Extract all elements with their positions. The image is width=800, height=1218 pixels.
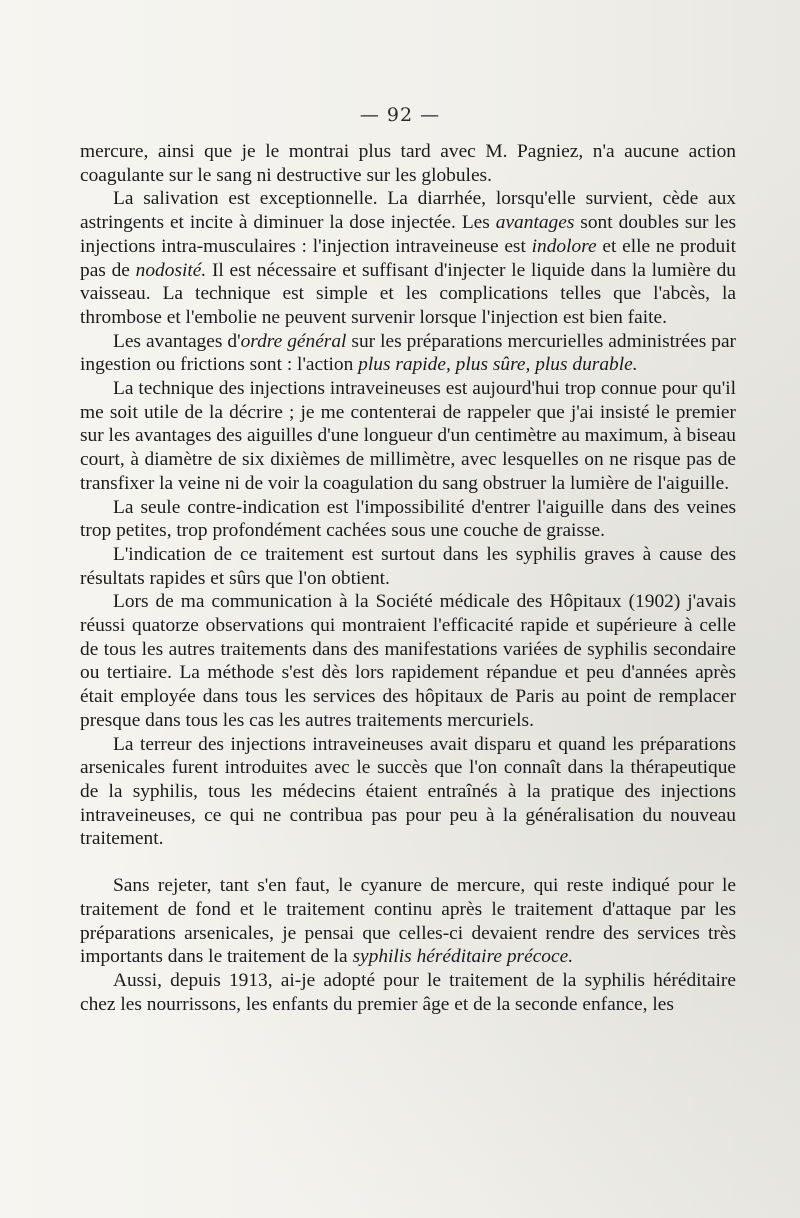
text-run: et elle ne produit pas de [80, 235, 737, 281]
italic-text: ordre général [240, 330, 347, 352]
paragraph [80, 140, 736, 187]
body-text [80, 140, 736, 1016]
text-run: L'indication de ce traitement est surtout dans les syphilis graves à cause des résultats rapides et sûrs que l'on obtient. [80, 543, 736, 589]
text-run: La salivation est exceptionnelle. La diarrhée, lorsqu'elle survient, cède aux astringents et incite à diminuer la dose injectée. Les [80, 188, 736, 234]
paragraph [80, 733, 736, 852]
text-run: Lors de ma communication à la Société médicale des Hôpitaux (1902) j'avais réussi quatorze observations qui montraient l'efficacité rapide et supérieure à celle de tous les autres traitements dans des manifestations variées de syphilis secondaire ou tertiaire. La méthode s'est dès lors rapidement répandue et peu d'années après était employée dans tous les services des hôpitaux de Paris au point de remplacer presque dans tous les cas les autres traitements mercuriels. [80, 591, 736, 731]
paragraph [80, 543, 736, 590]
text-run: sont doubles sur les injections intra-musculaires : l'injection intraveineuse est [80, 212, 736, 257]
text-run: Sans rejeter, tant s'en faut, le cyanure de mercure, qui reste indiqué pour le traitement de fond et le traitement continu après le traitement d'attaque par les préparations arsenicales, je pensai que celles-ci devaient rendre des services très importants dans le traitement de la [80, 875, 736, 968]
paragraph [80, 590, 736, 732]
paragraph [80, 969, 736, 1016]
italic-text: plus rapide, plus sûre, plus durable. [358, 354, 638, 376]
text-run: Il est nécessaire et suffisant d'injecter le liquide dans la lumière du vaisseau. La technique est simple et les complications telles que l'abcès, la thrombose et l'embolie ne peuvent survenir lorsque l'injection est bien faite. [80, 259, 736, 328]
text-run: La technique des injections intraveineuses est aujourd'hui trop connue pour qu'il me soit utile de la décrire ; je me contenterai de rappeler que j'ai insisté le premier sur les avantages des aiguilles d'une longueur d'un centimètre au maximum, à biseau court, à diamètre de six dixièmes de millimètre, avec lesquelles on ne risque pas de transfixer la veine ni de voir la coagulation du sang obstruer la lumière de l'aiguille. [80, 378, 736, 494]
paragraph [80, 377, 736, 496]
page-number: — 92 — [359, 104, 441, 126]
italic-text: avantages [495, 212, 575, 234]
paragraph [80, 496, 736, 543]
italic-text: syphilis héréditaire précoce. [352, 946, 574, 968]
paragraph [80, 330, 736, 377]
text-run: La seule contre-indication est l'impossibilité d'entrer l'aiguille dans des veines trop petites, trop profondément cachées sous une couche de graisse. [80, 496, 736, 542]
italic-text: indolore [531, 235, 597, 257]
paragraph [80, 874, 736, 969]
paragraph [80, 187, 736, 329]
text-run: sur les préparations mercurielles administrées par ingestion ou frictions sont : l'action [80, 330, 737, 376]
italic-text: nodosité. [135, 259, 207, 281]
text-run: Aussi, depuis 1913, ai-je adopté pour le traitement de la syphilis héréditaire chez les nourrissons, les enfants du premier âge et de la seconde enfance, les [80, 969, 736, 1015]
text-run: La terreur des injections intraveineuses avait disparu et quand les préparations arsenicales furent introduites avec le succès que l'on connaît dans la thérapeutique de la syphilis, tous les médecins étaient entraînés à la pratique des injections intraveineuses, ce qui ne contribua pas pour peu à la généralisation du nouveau traitement. [80, 733, 736, 850]
text-run: Les avantages d' [112, 330, 241, 352]
text-run: mercure, ainsi que je le montrai plus tard avec M. Pagniez, n'a aucune action coagulante sur le sang ni destructive sur les globules. [80, 141, 736, 186]
